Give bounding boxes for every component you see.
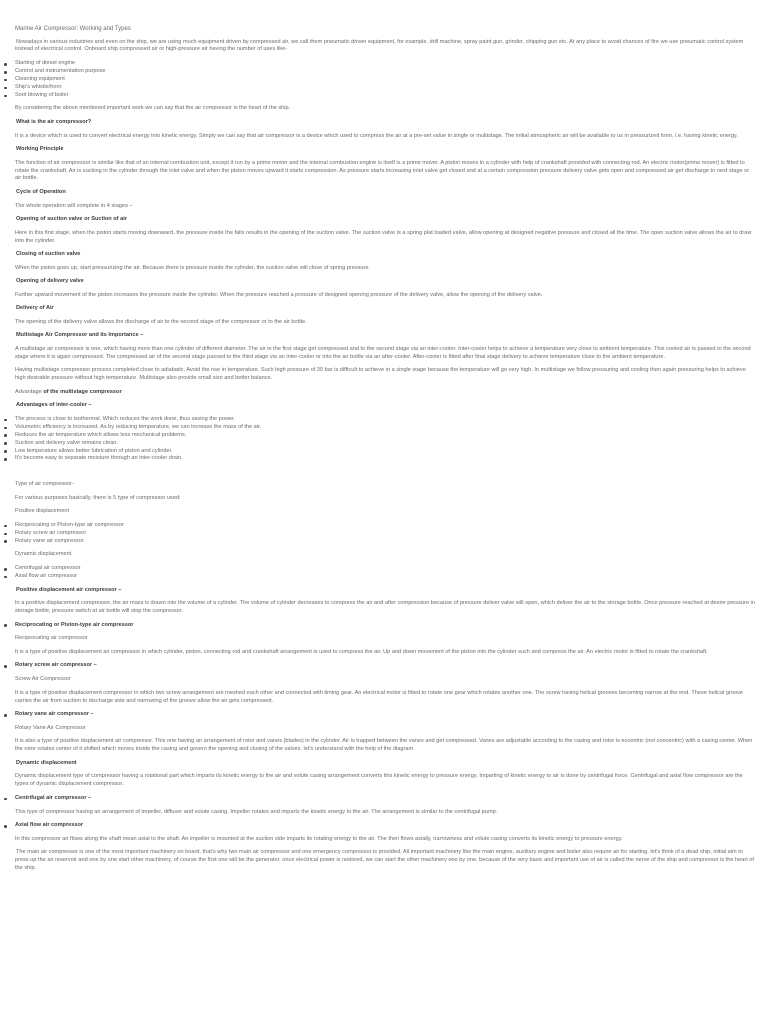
intro-paragraph: Nowadays in various industries and even on the ship, we are using much equipment driven by compressed air, we call them pneumatic driven equipment, for example, drill machine, spray paint gun, grinder, chipping gun etc. At any place to avoid chances of fire we use pneumatic control system instead of electrical control. Onboard ship compressed air or high-pressure air having the number of uses like-	[15, 38, 744, 53]
subheading: Rotary Vane Air Compressor	[15, 724, 86, 731]
list-item: Suction and delivery valve remains clean.	[15, 440, 755, 448]
paragraph: In a positive displacement compressor, the air mass is drawn into the volume of a cylinder. The volume of cylinder decreases to compress the air and after compression because of pressure deliver valve will open, which deliver the air to the storage bottle. Once pressure reached at desire pressure in storage bottle, pressure switch at air bottle will stop the compressor.	[15, 600, 755, 615]
uses-list	[15, 60, 755, 100]
list-item: Starting of diesel engine	[15, 60, 755, 68]
advantage-suffix: of the multistage compressor	[43, 388, 122, 395]
section-heading: Axial flow air compressor	[15, 822, 755, 830]
paragraph: Having multistage compressor process completed close to adiabatic. Avoid the rise in temperature. Such high pressure of 30 bar is difficult to achieve in a single stage because the temperature will go very high. In multistage we follow pressuring and cooling then again pressuring helps to achieve high desirable pressure without high temperature. Multistage also provide small size and better balance.	[15, 367, 746, 382]
list-item: Volumetric efficiency is increased. As by reducing temperature, we can increase the mass of the air.	[15, 424, 755, 432]
paragraph: For various purposes basically, there is 5 type of compressor used:	[15, 494, 181, 501]
paragraph: Further upward movement of the piston increases the pressure inside the cylinder. When the pressure reached a pressure of designed opening pressure of the delivery valve, allow the opening of the delivery valve.	[15, 291, 543, 298]
paragraph: The whole operation will complete in 4 stages –	[15, 202, 133, 209]
paragraph: The opening of the delivery valve allows the discharge of air to the second stage of the compressor or to the air bottle.	[15, 318, 307, 325]
section-heading: Cycle of Operation	[16, 189, 66, 195]
list-item: Axial flow air compressor	[15, 573, 755, 581]
paragraph: Here in this first stage, when the piston starts moving downward, the pressure inside the falls results in the opening of the suction valve. The suction valve is a spring plat loaded valve, allow opening at designed negative pressure and closed all the time. The open suction valve allows the air to draw into the cylinder.	[15, 229, 752, 244]
list-item: Centrifugal air compressor	[15, 565, 755, 573]
paragraph: It is a device which is used to convert electrical energy into kinetic energy. Simply we can say that air compressor is a device which used to compress the air at a pre-set value in single or multistage. The initial atmospheric air will be available to us in pressurized form, i.e. having kinetic energy.	[15, 132, 738, 139]
section-heading: Advantages of inter-cooler –	[16, 402, 92, 409]
section-heading: Rotary screw air compressor –	[15, 662, 755, 670]
paragraph: A multistage air compressor is one, which having more than one cylinder of different diameter. The air in the first stage get compressed and to the second stage via an inter-cooler. Inter-cooler helps to achieve a temperature very close to ambient temperature. This cooled air is passed to the second stage where it is again compressed. The compressed air of the second stage passed to the third stage via an inter-cooler or into the air bottle via an after-cooler. After-cooler is fitted after final stage delivery to achieve temperature close to the ambient temperature.	[15, 345, 751, 360]
subheading: Positive displacement	[15, 508, 70, 515]
section-heading: Positive displacement air compressor –	[16, 586, 122, 593]
paragraph: This type of compressor having an arrangement of impeller, diffuser and volute casing. Impeller rotates and imparts the kinetic energy to the air. The arrangement is similar to the centrifugal pump.	[15, 808, 498, 815]
list-item: It's become easy to separate moisture through an inter-cooler drain.	[15, 455, 755, 463]
paragraph: It is a type of positive displacement air compressor in which cylinder, piston, connecting rod and crankshaft arrangement is used to compress the air. Up and down movement of the piston into the cylinder such and compress the air. An electric motor is fitted to rotate the crankshaft.	[15, 648, 708, 655]
section-heading: Type of air compressor-	[15, 481, 74, 488]
section-heading: Rotary vane air compressor –	[15, 711, 755, 719]
section-heading: Multistage Air Compressor and its Importance –	[16, 332, 144, 339]
intercooler-advantages-list	[15, 416, 755, 464]
paragraph: When the piston goes up, start pressurizing the air. Because there is pressure inside the cylinder, the suction valve will close of spring pressure.	[15, 264, 371, 271]
list-item: Soot blowing of boiler	[15, 92, 755, 100]
list-item: Ship's whistle/horn	[15, 84, 755, 92]
advantage-prefix: Advantage	[15, 388, 44, 395]
heading-list	[15, 711, 755, 719]
article	[15, 25, 755, 879]
dynamic-types-list	[15, 565, 755, 581]
list-item: Cleaning equipment	[15, 76, 755, 84]
heading-list	[15, 822, 755, 830]
list-item: Reduces the air temperature which allows less mechanical problems.	[15, 432, 755, 440]
heading-list	[15, 795, 755, 803]
section-heading: Delivery of Air	[16, 305, 54, 312]
section-heading: Opening of delivery valve	[16, 278, 84, 285]
paragraph: Dynamic displacement type of compressor having a rotational part which imparts its kinetic energy to the air and volute casing arrangement converts this kinetic energy to pressure energy. Imparting of kinetic energy to air is done by centrifugal force. Centrifugal and axial flow compressor are the types of dynamic displacement compressor.	[15, 773, 743, 788]
subheading: Reciprocating air compressor	[15, 635, 88, 642]
section-heading: Centrifugal air compressor –	[15, 795, 755, 803]
subheading: Dynamic displacement	[15, 551, 72, 558]
page-title: Marine Air Compressor: Working and Types	[15, 26, 131, 32]
section-heading: Closing of suction valve	[16, 251, 81, 258]
spacer	[15, 469, 755, 481]
positive-types-list	[15, 522, 755, 546]
list-item: The process is close to isothermal. Which reduces the work done, thus saving the power.	[15, 416, 755, 424]
section-heading: Dynamic displacement	[16, 759, 77, 766]
section-heading: Working Principle	[16, 146, 64, 153]
list-item: Rotary screw air compressor	[15, 530, 755, 538]
section-heading: Reciprocating or Piston-type air compressor	[15, 622, 755, 630]
paragraph: In this compressor air flows along the shaft mean axial to the shaft. An impeller is mounted at the suction side imparts its rotating energy to the air. The then flows axially, narrowness and volute casing converts its kinetic energy to pressure energy.	[15, 835, 623, 842]
advantage-heading	[15, 389, 755, 397]
section-heading: What is the air compressor?	[16, 119, 92, 125]
list-item: Control and instrumentation purpose	[15, 68, 755, 76]
list-item: Rotary vane air compressor	[15, 538, 755, 546]
section-heading: Opening of suction valve or Suction of air	[16, 216, 127, 223]
heading-list	[15, 622, 755, 630]
list-item: Low temperature allows better lubrication of piston and cylinder.	[15, 448, 755, 456]
paragraph: It is also a type of positive displacement air compressor. This one having an arrangement of rotor and vanes (blades) in the cylinder. Air is trapped between the vanes and get compressed. Vanes are adjustable according to the casing and rotor is eccentric (not concentric) with a casing center. When the rotor rotates center of it shifted which moves inside the casing and govern the opening and closing of the valves. let's understand with the help of the diagram.	[15, 738, 753, 753]
subheading: Screw Air Compressor	[15, 676, 71, 683]
paragraph: By considering the above mentioned important work we can say that the air compressor is the heart of the ship.	[15, 105, 291, 112]
closing-paragraph: The main air compressor is one of the most important machinery on board, that's why two main air compressor and one emergency compressor is provided. All important machinery like the main engine, auxiliary engine and boiler also require air for starting. let's think of a dead ship, initial aim to press up the air reservoir and one by one start other machinery. of course the first one will be the generator. once electrical power is restored, we can start the other machinery one by one. because of the very basic and important use of air is called the nerve of the ship and compressor is the heart of the ship.	[15, 849, 754, 872]
heading-list	[15, 662, 755, 670]
paragraph: It is a type of positive displacement compressor in which two screw arrangement are meshed each other and connected with timing gear. An electrical motor is fitted to rotate one gear which rotates another one. The screw having helical grooves becoming narrow at the end. These helical groove carries the air from suction to discharge side and narrowing of the groove allow the air gets compressed.	[15, 689, 743, 704]
paragraph: The function of air compressor is similar like that of an internal combustion unit, except it run by a prime mover and the internal combustion engine is itself is a prime mover. A piston moves in a cylinder with help of crankshaft provided with connecting rod. An electric motor(prime mover) is fitted to rotate the crankshaft. Air is sucking in the cylinder through the inlet valve and when the piston moves upward it starts compression. As pressure starts increasing inlet valve get closed and at a certain compression pressure delivery valve gets open and compressed air get discharge to next stage or air bottle.	[15, 159, 750, 182]
list-item: Reciprocating or Piston-type air compressor	[15, 522, 755, 530]
